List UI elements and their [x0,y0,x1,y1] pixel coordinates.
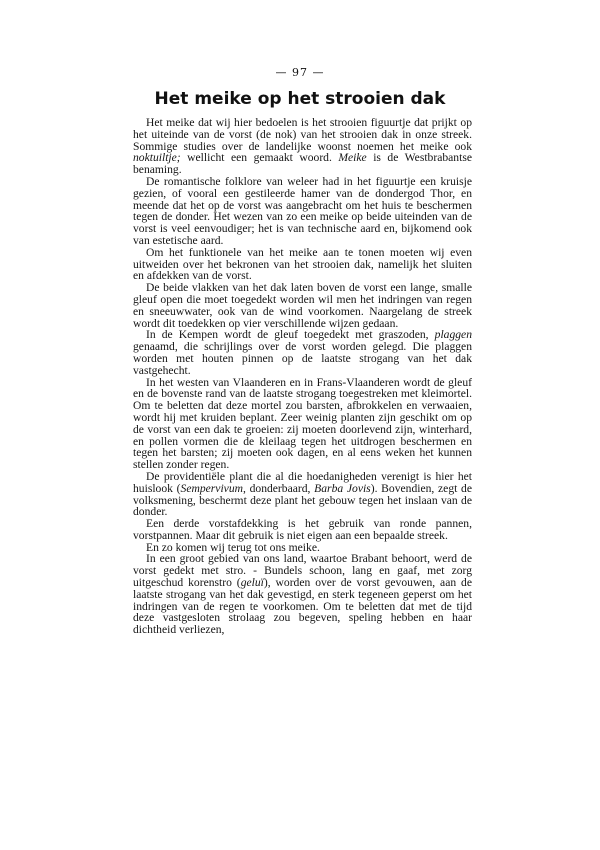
text-run: De romantische folklore van weleer had in het figuurtje een kruisje gezien, of vooral een gestileerde hamer van de dondergod Thor, en meende dat het op de vorst was aangebracht om het huis te beschermen tegen de donder. Het wezen van zo een meike op beide uiteinden van de vorst is veel eenvoudiger; het is van technische aard en, bijkomend ook van estetische aard. [133,174,472,247]
text-run: wellicht een gemaakt woord. [180,151,339,165]
text-run: In de Kempen wordt de gleuf toegedekt met graszoden, [146,328,435,342]
paragraph [133,247,472,282]
paragraph [133,282,472,329]
italic-term: noktuiltje; [133,151,181,165]
page-number: — 97 — [275,66,325,79]
article-body [133,117,472,636]
paragraph [133,117,472,176]
italic-term: Barba Jovis [314,481,371,495]
text-run: ), worden over de vorst gevouwen, aan de laatste strogang van het dak gevestigd, en sterk tegeneen geperst om het indringen van de regen te voorkomen. Om te beletten dat met de tijd deze vastgesloten strolaag zou begeven, speling hebben en haar dichtheid verliezen, [133,576,472,637]
text-run: Om het funktionele van het meike aan te tonen moeten wij even uitweiden over het bekronen van het strooien dak, namelijk het sluiten en afdekken van de vorst. [133,245,472,283]
paragraph [133,329,472,376]
text-run: En zo komen wij terug tot ons meike. [146,540,320,554]
paragraph [133,553,472,636]
text-run: , donderbaard, [242,481,315,495]
paragraph [133,176,472,247]
paragraph [133,471,472,518]
text-run: Het meike dat wij hier bedoelen is het strooien figuurtje dat prijkt op het uiteinde van de vorst (de nok) van het strooien dak in onze streek. Sommige studies over de landelijke woonst noemen het meike ook [133,116,472,153]
italic-term: Meike [338,151,367,165]
italic-term: plaggen [434,328,472,342]
article-title: Het meike op het strooien dak [154,89,446,109]
paragraph [133,377,472,471]
text-run: is de Westbrabantse benaming. [133,151,472,177]
text-run: Een derde vorstafdekking is het gebruik van ronde pannen, vorstpannen. Maar dit gebruik is niet eigen aan een bepaalde streek. [133,517,472,542]
text-run: In een groot gebied van ons land, waartoe Brabant behoort, werd de vorst gedekt met stro. - Bundels schoon, lang en gaaf, met zorg uitgeschud korenstro ( [133,552,472,590]
paragraph [133,518,472,542]
italic-term: geluï [240,576,264,590]
text-run: De providentiële plant die al die hoedanigheden verenigt is hier het huislook ( [133,469,472,495]
text-run: In het westen van Vlaanderen en in Frans-Vlaanderen wordt de gleuf en de bovenste rand van de laatste strogang toegestreken met kleimortel. Om te beletten dat deze mortel zou barsten, afbrokkelen en verwaaien, wordt hij met kruiden beplant. Zeer weinig planten zijn geschikt om op de vorst van een dak te groeien: zij moeten doorlevend zijn, winterhard, en pollen vormen die de kleilaag tegen het uitdrogen beschermen en tegen het barsten; zij moeten ook dagen, en al eens weken het kunnen stellen zonder regen. [133,375,472,472]
text-run: De beide vlakken van het dak laten boven de vorst een lange, smalle gleuf open die moet toegedekt worden wil men het indringen van regen en sneeuwwater, ook van de wind voorkomen. Naargelang de streek wordt dit toedekken op vier verschillende wijzen gedaan. [133,281,472,330]
text-run: ). Bovendien, zegt de volksmening, beschermt deze plant het gebouw tegen het inslaan van de donder. [133,481,472,519]
italic-term: Sempervivum [180,481,243,495]
text-run: genaamd, die schrijlings over de vorst worden gelegd. Die plaggen worden met houten pinnen op de laatste strogang van het dak vastgehecht. [133,340,472,377]
